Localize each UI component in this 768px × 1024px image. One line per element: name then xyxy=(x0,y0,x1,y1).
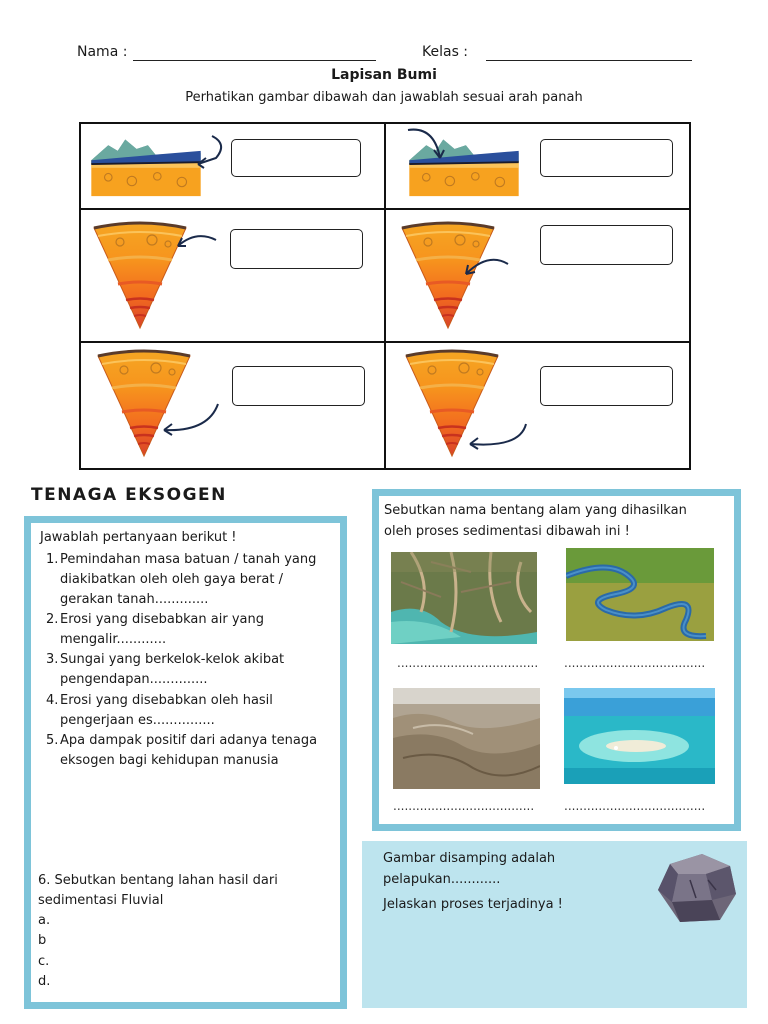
table-divider-row-1 xyxy=(79,208,691,210)
answer-blank-2[interactable]: ..................................... xyxy=(564,656,706,670)
arrow-icon xyxy=(462,420,532,454)
delta-photo xyxy=(391,552,537,644)
question-line: Pemindahan masa batuan / tanah yang xyxy=(60,552,317,567)
question-number: 4. xyxy=(46,693,59,708)
table-divider-vertical xyxy=(384,122,386,470)
meander-photo xyxy=(566,548,714,641)
question-line: diakibatkan oleh oleh gaya berat / xyxy=(60,572,283,587)
question-line: eksogen bagi kehidupan manusia xyxy=(60,753,279,768)
question-line: gerakan tanah............. xyxy=(60,592,209,607)
question-6-line-1: 6. Sebutkan bentang lahan hasil dari xyxy=(38,873,278,888)
question-1 xyxy=(46,550,336,610)
answer-box-2[interactable] xyxy=(540,139,673,177)
dunes-photo xyxy=(393,688,540,789)
question-number: 5. xyxy=(46,733,59,748)
question-line: mengalir............ xyxy=(60,632,167,647)
answer-blank-3[interactable]: ..................................... xyxy=(393,799,535,813)
page-subtitle: Perhatikan gambar dibawah dan jawablah sesuai arah panah xyxy=(185,90,583,105)
name-label: Nama : xyxy=(77,44,128,60)
landforms-instruction xyxy=(384,500,724,542)
question-5 xyxy=(46,731,336,771)
answer-box-1[interactable] xyxy=(231,139,361,177)
answer-blank-1[interactable]: ..................................... xyxy=(397,656,539,670)
weathering-line-2[interactable]: pelapukan............ xyxy=(383,872,501,887)
question-4 xyxy=(46,691,336,731)
answer-blank-4[interactable]: ..................................... xyxy=(564,799,706,813)
question-line: Erosi yang disebabkan air yang xyxy=(60,612,264,627)
question-number: 1. xyxy=(46,552,59,567)
weathering-line-1: Gambar disamping adalah xyxy=(383,851,556,866)
option-c: c. xyxy=(38,954,50,969)
option-a: a. xyxy=(38,913,51,928)
question-line: pengendapan.............. xyxy=(60,672,208,687)
question-line: pengerjaan es............... xyxy=(60,713,215,728)
answer-box-4[interactable] xyxy=(540,225,673,265)
class-label: Kelas : xyxy=(422,44,469,60)
question-2 xyxy=(46,610,336,650)
arrow-icon xyxy=(176,130,236,170)
question-number: 3. xyxy=(46,652,59,667)
table-divider-row-2 xyxy=(79,341,691,343)
page-title: Lapisan Bumi xyxy=(331,67,437,83)
landforms-line-2: oleh proses sedimentasi dibawah ini ! xyxy=(384,524,630,539)
answer-box-6[interactable] xyxy=(540,366,673,406)
answer-box-3[interactable] xyxy=(230,229,363,269)
arrow-icon xyxy=(170,226,224,256)
option-d: d. xyxy=(38,974,51,989)
answer-box-5[interactable] xyxy=(232,366,365,406)
arrow-icon xyxy=(400,122,460,166)
option-b: b xyxy=(38,933,47,948)
sandbar-photo xyxy=(564,688,715,784)
weathering-question: Jelaskan proses terjadinya ! xyxy=(383,897,563,912)
section-title: TENAGA EKSOGEN xyxy=(31,485,227,505)
arrow-icon xyxy=(156,398,226,438)
landforms-line-1: Sebutkan nama bentang alam yang dihasilkan xyxy=(384,503,687,518)
question-number: 2. xyxy=(46,612,59,627)
question-line: Sungai yang berkelok-kelok akibat xyxy=(60,652,285,667)
name-input-line[interactable] xyxy=(133,60,376,61)
arrow-icon xyxy=(458,252,518,282)
question-3 xyxy=(46,650,336,690)
question-line: Erosi yang disebabkan oleh hasil xyxy=(60,693,273,708)
questions-intro: Jawablah pertanyaan berikut ! xyxy=(40,530,237,545)
question-line: Apa dampak positif dari adanya tenaga xyxy=(60,733,318,748)
class-input-line[interactable] xyxy=(486,60,692,61)
weathered-rock-image xyxy=(650,850,740,926)
question-6-line-2: sedimentasi Fluvial xyxy=(38,893,164,908)
